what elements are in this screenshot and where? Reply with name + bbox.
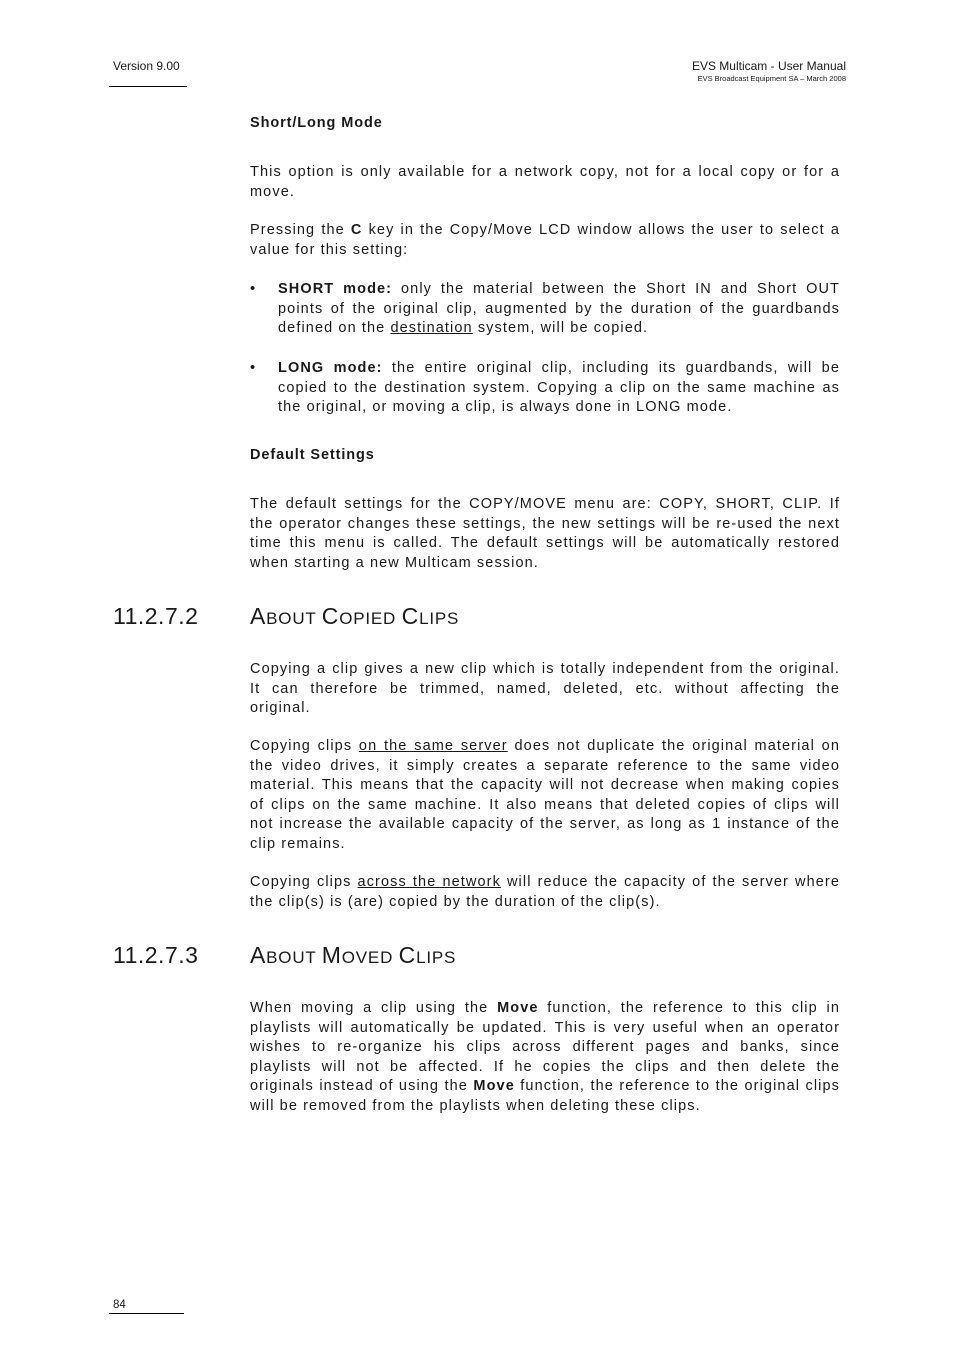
moved-paragraph-1: When moving a clip using the Move function, the reference to this clip in playlists will automatically be updated. This is very useful when an operator wishes to re-organize his clips across different pages and banks, since playlists will not be affected. If he copies the clips and then delete the originals instead of using the Move function, the reference to the original clips will be removed from the playlists when deleting these clips. [250, 1000, 840, 1114]
page-number: 84 [113, 1299, 126, 1311]
across-network-underline: across the network [357, 874, 501, 890]
section-title-moved: ABOUT MOVED CLIPS [250, 942, 457, 968]
same-server-underline: on the same server [358, 738, 508, 754]
long-mode-label: LONG mode: [278, 360, 383, 376]
copied-paragraph-3: Copying clips across the network will reduce the capacity of the server where the clip(s) is (are) copied by the duration of the clip(s). [250, 874, 840, 910]
key-c: C [350, 222, 363, 238]
bullet-icon: • [250, 281, 257, 297]
move-keyword: Move [473, 1078, 515, 1094]
short-long-paragraph-1: This option is only available for a network copy, not for a local copy or for a move. [250, 164, 840, 200]
section-title-copied: ABOUT COPIED CLIPS [250, 603, 460, 629]
section-number-copied: 11.2.7.2 [113, 603, 199, 629]
header-left-rule [109, 86, 187, 87]
copied-paragraph-1: Copying a clip gives a new clip which is totally independent from the original. It can therefore be trimmed, named, deleted, etc. without affecting the original. [250, 661, 840, 716]
short-long-heading: Short/Long Mode [250, 115, 383, 131]
destination-underline: destination [390, 320, 473, 336]
section-number-moved: 11.2.7.3 [113, 942, 199, 968]
header-manual-title: EVS Multicam - User Manual [691, 59, 846, 73]
header-publisher: EVS Broadcast Equipment SA – March 2008 [697, 74, 846, 83]
default-settings-heading: Default Settings [250, 447, 375, 463]
header-right [692, 59, 846, 84]
bullet-short-mode: • SHORT mode: only the material between the Short IN and Short OUT points of the original clip, augmented by the duration of the guardbands defined on the destination system, will be copied. [250, 281, 840, 336]
default-settings-paragraph: The default settings for the COPY/MOVE menu are: COPY, SHORT, CLIP. If the operator changes these settings, the new settings will be re-used the next time this menu is called. The default settings will be automatically restored when starting a new Multicam session. [250, 496, 840, 571]
bullet-icon: • [250, 360, 257, 376]
short-long-paragraph-2: Pressing the C key in the Copy/Move LCD window allows the user to select a value for this setting: [250, 222, 840, 258]
short-mode-label: SHORT mode: [278, 281, 393, 297]
header-version: Version 9.00 [113, 59, 180, 73]
copied-paragraph-2: Copying clips on the same server does not duplicate the original material on the video drives, it simply creates a separate reference to the same video material. This means that the capacity will not decrease when making copies of clips on the same machine. It also means that deleted copies of clips will not increase the available capacity of the server, as long as 1 instance of the clip remains. [250, 738, 840, 852]
move-keyword: Move [497, 1000, 539, 1016]
bullet-long-mode: • LONG mode: the entire original clip, including its guardbands, will be copied to the destination system. Copying a clip on the same machine as the original, or moving a clip, is always done in LONG mode. [250, 360, 840, 415]
footer-rule [109, 1313, 184, 1314]
